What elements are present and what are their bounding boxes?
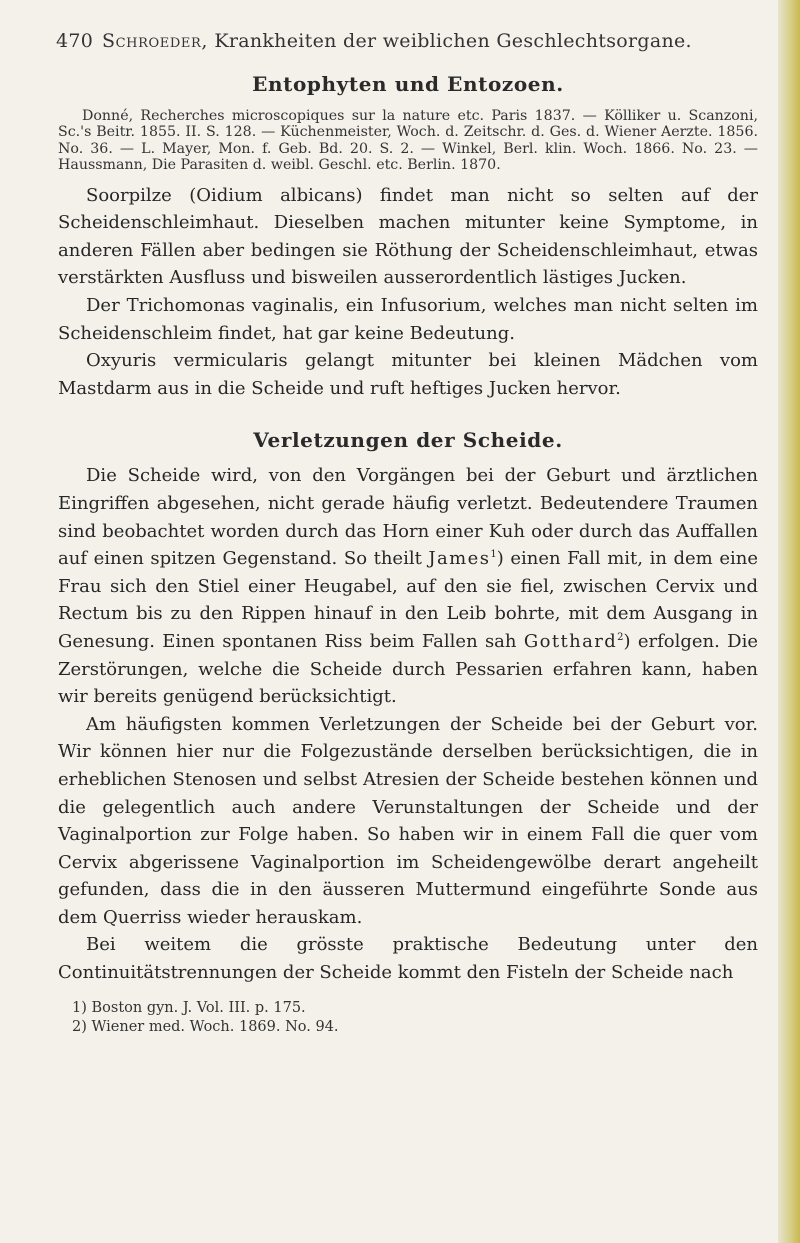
running-head-title: Krankheiten der weiblichen Geschlechtsorgane. [214, 30, 692, 52]
running-head-author: Schroeder, [102, 30, 208, 52]
page-edge [778, 0, 800, 1243]
paragraph-text-part: einen Fall mit, in dem eine Frau sich den Stiel einer Heugabel, auf den sie fiel, zwischen Cervix und Rectum bis zu den Rippen hinauf in den Leib bohrte, mit dem Ausgang in Genesung. Einen spontanen Riss beim Fallen sah [58, 548, 758, 652]
footnote-ref-1: 1 [490, 549, 497, 561]
section-heading-entophyten: Entophyten und Entozoen. [252, 72, 564, 96]
paragraph-trichomonas: Der Trichomonas vaginalis, ein Infusorium, welches man nicht selten im Scheidenschleim findet, hat gar keine Bedeutung. [58, 295, 758, 344]
running-head [56, 30, 758, 52]
paragraph-text-part: erfolgen. Die Zerstörungen, welche die Scheide durch Pessarien erfahren kann, haben wir bereits genügend berücksichtigt. [58, 630, 758, 708]
footnotes [58, 999, 758, 1037]
paragraph-verletzungen: Die Scheide wird, von den Vorgängen bei der Geburt und ärztlichen Eingriffen abgesehen, nicht gerade häufig verletzt. Bedeutendere Traumen sind beobachtet worden durch das Horn einer Kuh oder durch das Auffallen auf einen spitzen Gegenstand. So theilt James$^1$) einen Fall mit, in dem eine Frau sich den Stiel einer Heugabel, auf den sie fiel, zwischen Cervix und Rectum bis zu den Rippen hinauf in den Leib bohrte, mit dem Ausgang in Genesung. Einen spontanen Riss beim Fallen sah Gotthard$^2$) erfolgen. Die Zerstörungen, welche die Scheide durch Pessarien erfahren kann, haben wir bereits genügend berücksichtigt. [58, 465, 758, 708]
page-content [58, 30, 758, 1037]
author-name-james: James [428, 548, 491, 570]
author-name-gotthard: Gotthard [523, 630, 618, 652]
footnote-1: 1) Boston gyn. J. Vol. III. p. 175. [72, 999, 306, 1016]
paragraph-oxyuris: Oxyuris vermicularis gelangt mitunter bei kleinen Mädchen vom Mastdarm aus in die Scheide und ruft heftiges Jucken hervor. [58, 350, 758, 399]
footnote-ref-2: 2 [617, 631, 624, 643]
paragraph-geburt: Am häufigsten kommen Verletzungen der Scheide bei der Geburt vor. Wir können hier nur die Folgezustände derselben berücksichtigen, die in erheblichen Stenosen und selbst Atresien der Scheide bestehen können und die gelegentlich auch andere Verunstaltungen der Scheide und der Vaginalportion zur Folge haben. So haben wir in einem Fall die quer vom Cervix abgerissene Vaginalportion im Scheidengewölbe derart angeheilt gefunden, dass die in den äusseren Muttermund eingeführte Sonde aus dem Querriss wieder herauskam. [58, 713, 758, 928]
paragraph-soorpilze: Soorpilze (Oidium albicans) findet man nicht so selten auf der Scheidenschleimhaut. Dieselben machen mitunter keine Symptome, in anderen Fällen aber bedingen sie Röthung der Scheidenschleimhaut, etwas verstärkten Ausfluss und bisweilen ausserordentlich lästiges Jucken. [58, 184, 758, 289]
section-heading-verletzungen: Verletzungen der Scheide. [253, 428, 563, 453]
paragraph-fisteln: Bei weitem die grösste praktische Bedeutung unter den Continuitätstrennungen der Scheide kommt den Fisteln der Scheide nach [58, 934, 758, 984]
page-number: 470 [56, 30, 94, 52]
paragraph-text-part: Die Scheide wird, von den Vorgängen bei der Geburt und ärztlichen Eingriffen abgesehen, nicht gerade häufig verletzt. Bedeutendere Traumen sind beobachtet worden durch das Horn einer Kuh oder durch das Auffallen auf einen spitzen Gegenstand. So theilt [58, 465, 758, 570]
footnote-2: 2) Wiener med. Woch. 1869. No. 94. [72, 1018, 339, 1035]
reference-list: Donné, Recherches microscopiques sur la nature etc. Paris 1837. — Kölliker u. Scanzoni, Sc.'s Beitr. 1855. II. S. 128. — Küchenmeister, Woch. d. Zeitschr. d. Ges. d. Wiener Aerzte. 1856. No. 36. — L. Mayer, Mon. f. Geb. Bd. 20. S. 2. — Winkel, Berl. klin. Woch. 1866. No. 23. — Haussmann, Die Parasiten d. weibl. Geschl. etc. Berlin. 1870. [58, 108, 758, 174]
